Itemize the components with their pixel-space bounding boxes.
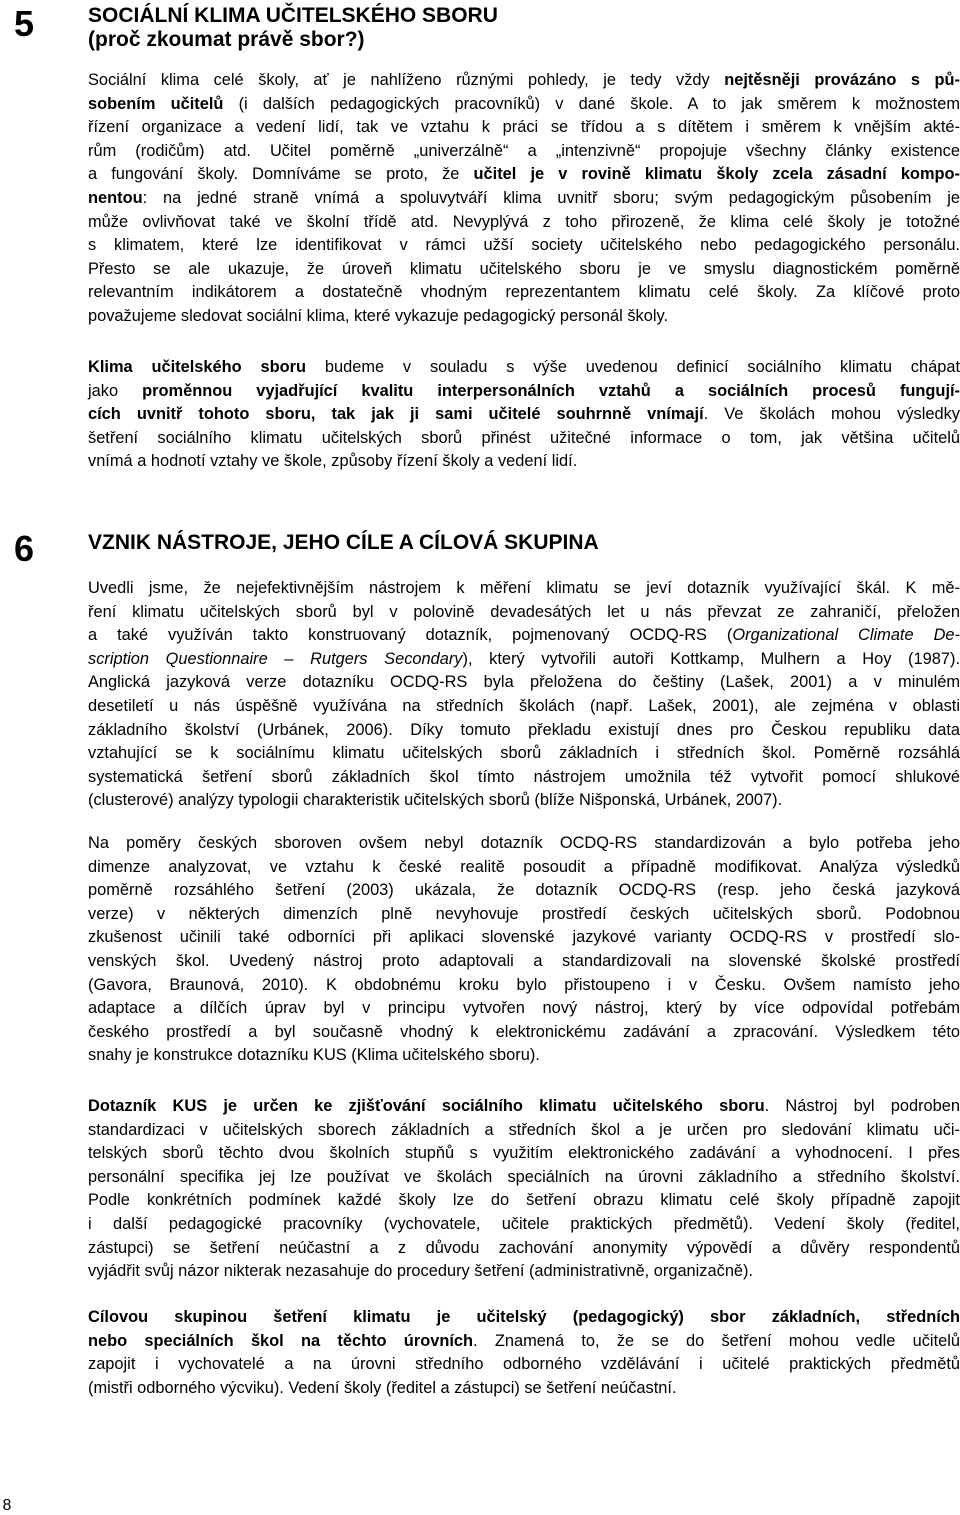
text-run: Přesto se ale ukazuje, že úroveň klimatu učitelského sboru je ve smyslu diagnostickém poměrně (88, 259, 960, 278)
text-run: Na poměry českých sboroven ovšem nebyl dotazník OCDQ-RS standardizován a bylo potřeba jeho (88, 834, 960, 852)
section-5-heading-line-1: SOCIÁLNÍ KLIMA UČITELSKÉHO SBORU (88, 4, 498, 27)
bold-text: nentou (88, 188, 143, 207)
text-line (88, 789, 960, 813)
text-run: venských škol. Uvedený nástroj proto adaptovali a standardizovali na slovenské školské prostředí (88, 951, 960, 970)
page-number: 8 (2, 1497, 12, 1514)
italic-text: scription Questionnaire – Rutgers Secondary (88, 649, 463, 668)
text-run: standardizaci v učitelských sborech základních a středních škol a je určen pro sledování klimatu uči- (88, 1120, 960, 1139)
text-run: ření klimatu učitelských sborů byl v polovině devadesátých let u nás převzat ze zahraničí, přeložen (88, 602, 960, 621)
text-line (88, 624, 960, 648)
text-run: . Ve školách mohou výsledky (703, 405, 960, 424)
section-6-paragraph-2 (88, 832, 960, 1068)
text-run: Sociální klima celé školy, ať je nahlíženo různými pohledy, je tedy vždy (88, 71, 725, 89)
bold-text: nebo speciálních škol na těchto úrovních (88, 1331, 474, 1350)
text-line (88, 695, 960, 719)
text-line (88, 1330, 960, 1354)
text-run: telských sborů těchto dvou školních stupňů s využitím elektronického zadávání a vyhodnocení. I přes (88, 1144, 960, 1163)
text-line (88, 234, 960, 258)
text-run: personální specifika jej lze používat ve školách speciálních na úrovni základního a středního školství. (88, 1167, 960, 1186)
text-run: (mistři odborného výcviku). Vedení školy (ředitel a zástupci) se šetření neúčastní. (88, 1378, 677, 1397)
text-line (88, 856, 960, 880)
text-run: českého prostředí a byl současně vhodný k elektronickému zadávání a zpracování. Výsledkem této (88, 1022, 960, 1041)
text-line (88, 1213, 960, 1237)
section-6-paragraph-3 (88, 1095, 960, 1284)
text-run: snahy je konstrukce dotazníku KUS (Klima učitelského sboru). (88, 1046, 540, 1065)
text-line (88, 1142, 960, 1166)
text-line (88, 974, 960, 998)
section-6-paragraph-4 (88, 1306, 960, 1400)
text-run: (Gavora, Braunová, 2010). K obdobnému kroku bylo přistoupeno i v Česku. Ovšem namísto jeho (88, 975, 960, 994)
text-line (88, 601, 960, 625)
text-line (88, 427, 960, 451)
text-run: vztahující se k sociálnímu klimatu učitelských sborů základních i středních škol. Poměrně rozsáhlá (88, 744, 960, 763)
text-run: šetření sociálního klimatu učitelských sborů přinést užitečné informace o tom, jak většina učitelů (88, 428, 960, 447)
text-line (88, 93, 960, 117)
text-run: a fungování školy. Domníváme se proto, že (88, 165, 474, 184)
text-line (88, 281, 960, 305)
text-run: i další pedagogické pracovníky (vychovatele, učitele praktických předmětů). Vedení školy (ředitel, (88, 1214, 960, 1233)
text-line (88, 69, 960, 93)
text-run: Podle konkrétních podmínek každé školy lze do šetření obrazu klimatu celé školy případně zapojit (88, 1191, 960, 1210)
text-line (88, 450, 960, 474)
text-line (88, 1044, 960, 1068)
section-5-heading (88, 4, 948, 52)
bold-text: učitel je v rovině klimatu školy zcela zásadní kompo- (473, 165, 960, 184)
text-line (88, 832, 960, 856)
text-run: zástupci) se šetření neúčastní a z důvodu zachování anonymity výpovědí a důvěry respondentů (88, 1238, 960, 1257)
text-run: vnímá a hodnotí vztahy ve škole, způsoby řízení školy a vedení lidí. (88, 452, 578, 471)
text-line (88, 1353, 960, 1377)
text-run: (i dalších pedagogických pracovníků) v dané škole. A to jak směrem k možnostem (223, 94, 960, 113)
text-line (88, 879, 960, 903)
text-run: Uvedli jsme, že nejefektivnějším nástrojem k měření klimatu se jeví dotazník využívající škál. K mě- (88, 579, 960, 597)
text-run: základního školství (Urbánek, 2006). Díky tomuto překladu existují dnes pro Českou republiku data (88, 720, 960, 739)
text-line (88, 742, 960, 766)
text-line (88, 305, 960, 329)
text-line (88, 766, 960, 790)
section-5-heading-line-2: (proč zkoumat právě sbor?) (88, 28, 365, 51)
bold-text: Klima učitelského sboru (88, 358, 307, 376)
section-5-paragraph-1 (88, 69, 960, 329)
text-line (88, 1377, 960, 1401)
text-line (88, 950, 960, 974)
bold-text: sobením učitelů (88, 94, 224, 113)
text-line (88, 211, 960, 235)
text-line (88, 577, 960, 601)
bold-text: Cílovou skupinou šetření klimatu je učitelský (pedagogický) sbor základních, středních (88, 1308, 960, 1326)
text-run: adaptace a dílčích úprav byl v principu vytvořen nový nástroj, který by více odpovídal potřebám (88, 999, 960, 1018)
section-5-paragraph-2 (88, 356, 960, 474)
text-line (88, 1260, 960, 1284)
text-run: vyjádřit svůj názor nikterak nezasahuje do procedury šetření (administrativně, organizačně). (88, 1262, 754, 1281)
section-6-number: 6 (14, 528, 35, 569)
text-line (88, 997, 960, 1021)
text-line (88, 1306, 960, 1330)
text-line (88, 903, 960, 927)
text-run: s klimatem, které lze identifikovat v rámci užší society učitelského nebo pedagogického personálu. (88, 236, 960, 255)
text-line (88, 719, 960, 743)
text-run: řízení organizace a vedení lidí, tak ve vztahu k práci se třídou a s dítětem i směrem k vnějším akté- (88, 118, 960, 137)
text-line (88, 163, 960, 187)
text-line (88, 187, 960, 211)
text-line (88, 926, 960, 950)
text-line (88, 648, 960, 672)
text-run: verze) v některých dimenzích plně nevyhovuje prostředí českých učitelských sborů. Podobnou (88, 904, 960, 923)
text-run: a také využíván takto konstruovaný dotazník, pojmenovaný OCDQ-RS ( (88, 626, 733, 645)
bold-text: cích uvnitř tohoto sboru, tak jak ji sami učitelé souhrnně vnímají (88, 405, 704, 424)
text-line (88, 1189, 960, 1213)
text-run: dimenze analyzovat, ve vztahu k české realitě posoudit a případně modifikovat. Analýza výsledků (88, 857, 960, 876)
text-run: . Znamená to, že se do šetření mohou vedle učitelů (473, 1331, 960, 1350)
text-line (88, 1237, 960, 1261)
text-line (88, 356, 960, 380)
text-line (88, 1166, 960, 1190)
text-line (88, 1119, 960, 1143)
text-line (88, 671, 960, 695)
text-run: : na jedné straně vnímá a spoluvytváří klima uvnitř sboru; svým pedagogickým působením je (142, 188, 960, 207)
text-run: považujeme sledovat sociální klima, které vykazuje pedagogický personál školy. (88, 306, 669, 325)
text-run: . Nástroj byl podroben (764, 1097, 960, 1115)
bold-text: proměnnou vyjadřující kvalitu interpersonálních vztahů a sociálních procesů fungují- (142, 381, 960, 400)
text-run: Anglická jazyková verze dotazníku OCDQ-RS byla přeložena do češtiny (Lašek, 2001) a v minulém (88, 673, 960, 692)
text-run: může ovlivňovat také ve školní třídě atd. Nevyplývá z toho přirozeně, že klima celé školy je totožné (88, 212, 960, 231)
text-run: rům (rodičům) atd. Učitel poměrně „univerzálně“ a „intenzivně“ propojuje všechny články existence (88, 141, 960, 160)
text-line (88, 258, 960, 282)
section-6-heading-line-1: VZNIK NÁSTROJE, JEHO CÍLE A CÍLOVÁ SKUPINA (88, 531, 599, 554)
text-line (88, 140, 960, 164)
text-run: poměrně rozsáhlého šetření (2003) ukázala, že dotazník OCDQ-RS (resp. jeho česká jazyková (88, 881, 960, 900)
text-run: zkušenost učinili také odborníci při aplikaci slovenské jazykové varianty OCDQ-RS v prostředí slo- (88, 928, 960, 947)
text-run: relevantním indikátorem a dostatečně vhodným reprezentantem klimatu celé školy. Za klíčové proto (88, 283, 960, 302)
text-line (88, 116, 960, 140)
section-6-paragraph-1 (88, 577, 960, 813)
text-run: ), který vytvořili autoři Kottkamp, Mulhern a Hoy (1987). (462, 649, 960, 668)
section-5-number: 5 (14, 3, 35, 44)
text-run: (clusterové) analýzy typologii charakteristik učitelských sborů (blíže Nišponská, Urbánek, 2007). (88, 791, 783, 810)
text-run: budeme v souladu s výše uvedenou definicí sociálního klimatu chápat (306, 358, 960, 376)
text-line (88, 1095, 960, 1119)
italic-text: Organizational Climate De- (732, 626, 960, 645)
text-run: desetiletí u nás úspěšně využívána na středních školách (např. Lašek, 2001), ale zejména v oblasti (88, 696, 960, 715)
text-line (88, 403, 960, 427)
text-line (88, 1021, 960, 1045)
text-line (88, 380, 960, 404)
text-run: jako (88, 381, 143, 400)
text-run: systematická šetření sborů základních škol tímto nástrojem umožnila též vytvořit pomocí shlukové (88, 767, 960, 786)
text-run: zapojit i vychovatelé a na úrovni středního odborného vzdělávání i učitelé praktických předmětů (88, 1355, 960, 1374)
bold-text: nejtěsněji provázáno s pů- (724, 71, 960, 89)
section-6-heading (88, 531, 948, 555)
bold-text: Dotazník KUS je určen ke zjišťování sociálního klimatu učitelského sboru (88, 1097, 765, 1115)
